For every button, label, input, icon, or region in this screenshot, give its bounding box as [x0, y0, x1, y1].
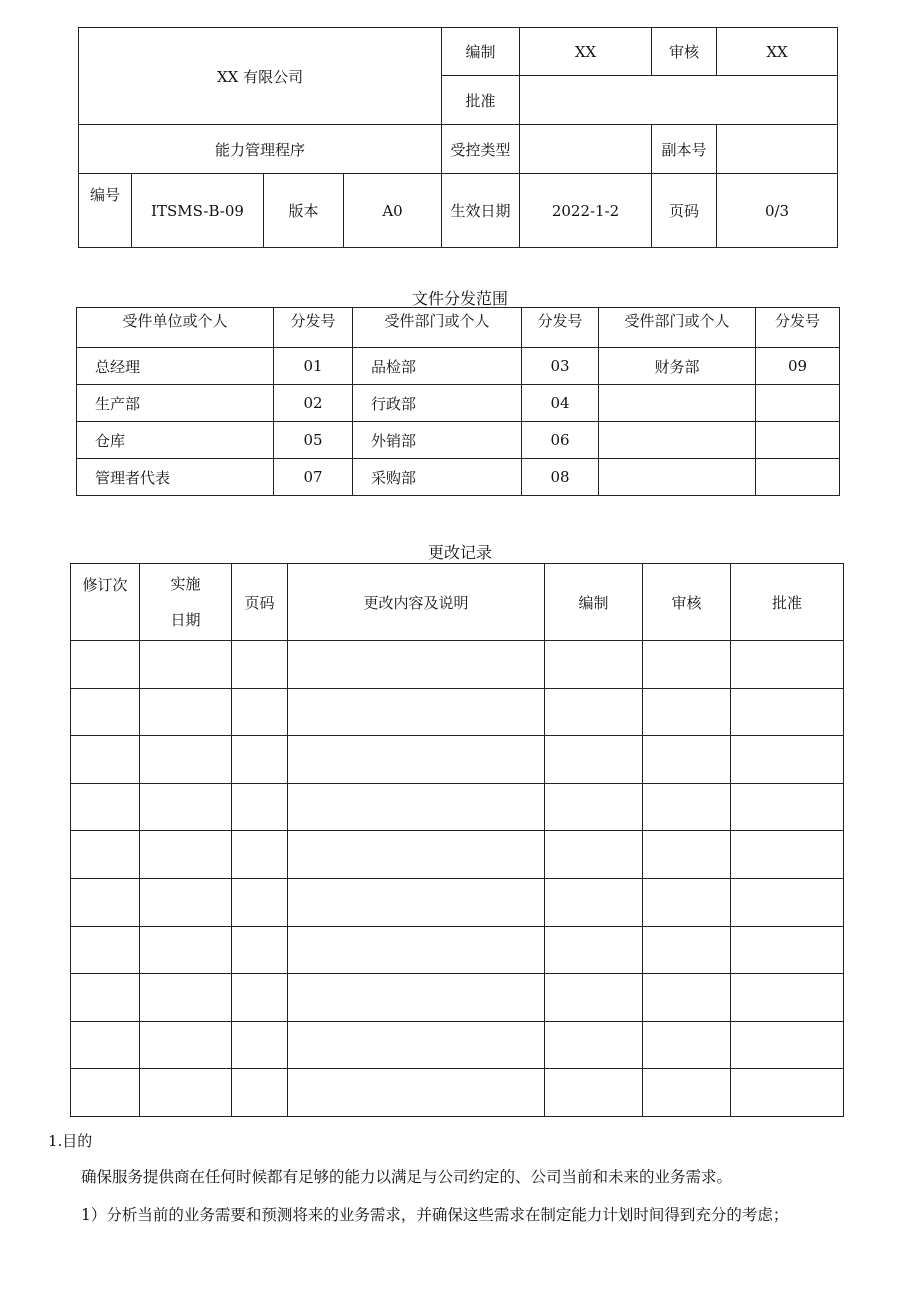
- document-header-table: [78, 27, 838, 248]
- impl-date-header-line1: 实施: [170, 575, 201, 593]
- revision-cell: [731, 736, 844, 784]
- revision-cell: [71, 1021, 140, 1069]
- approve-header: 批准: [731, 564, 844, 641]
- revision-cell: [731, 688, 844, 736]
- revision-cell: [288, 1021, 545, 1069]
- distribution-header-cell: 受件单位或个人: [77, 308, 274, 348]
- revision-cell: [643, 926, 731, 974]
- revision-cell: [232, 926, 288, 974]
- revision-cell: [140, 688, 232, 736]
- revision-cell: [232, 641, 288, 689]
- compile-header: 编制: [545, 564, 643, 641]
- revision-cell: [288, 974, 545, 1022]
- revision-cell: [71, 1069, 140, 1117]
- revision-cell: [643, 831, 731, 879]
- revision-cell: [643, 736, 731, 784]
- compile-value: XX: [520, 28, 652, 76]
- revision-cell: [731, 878, 844, 926]
- revision-cell: [731, 641, 844, 689]
- dist-no-cell: 07: [274, 459, 353, 496]
- doc-title: 能力管理程序: [79, 125, 442, 174]
- table-row: [71, 878, 844, 926]
- revision-cell: [71, 736, 140, 784]
- revision-cell: [288, 736, 545, 784]
- table-row: [71, 926, 844, 974]
- revision-cell: [643, 783, 731, 831]
- revision-body: [71, 641, 844, 1117]
- copy-no-value: [717, 125, 838, 174]
- recipient-cell: 采购部: [353, 459, 522, 496]
- revision-cell: [731, 974, 844, 1022]
- table-row: [71, 783, 844, 831]
- dist-no-cell: 06: [522, 422, 599, 459]
- revision-title: 更改记录: [427, 543, 492, 562]
- table-row: [71, 1021, 844, 1069]
- revision-cell: [643, 688, 731, 736]
- revision-cell: [140, 641, 232, 689]
- recipient-cell: 总经理: [77, 348, 274, 385]
- revision-cell: [71, 783, 140, 831]
- revision-cell: [643, 1021, 731, 1069]
- review-header: 审核: [643, 564, 731, 641]
- impl-date-header: [140, 564, 232, 641]
- recipient-cell: 品检部: [353, 348, 522, 385]
- revision-cell: [545, 688, 643, 736]
- paragraph: 1）分析当前的业务需要和预测将来的业务需求，并确保这些需求在制定能力计划时间得到充分的考虑；: [81, 1206, 789, 1224]
- dist-no-cell: [756, 385, 840, 422]
- revision-cell: [731, 1069, 844, 1117]
- revision-cell: [545, 926, 643, 974]
- revision-cell: [731, 783, 844, 831]
- revision-cell: [288, 783, 545, 831]
- number-value: ITSMS-B-09: [132, 174, 264, 248]
- distribution-title: 文件分发范围: [411, 289, 508, 308]
- revision-cell: [288, 688, 545, 736]
- revision-cell: [232, 974, 288, 1022]
- dist-no-cell: 03: [522, 348, 599, 385]
- review-value: XX: [717, 28, 838, 76]
- section-title: 1.目的: [48, 1132, 93, 1150]
- table-row: [77, 348, 840, 385]
- dist-no-cell: 09: [756, 348, 840, 385]
- number-label: 编号: [79, 174, 132, 248]
- recipient-cell: 管理者代表: [77, 459, 274, 496]
- revision-cell: [545, 974, 643, 1022]
- revision-cell: [71, 641, 140, 689]
- revision-cell: [643, 974, 731, 1022]
- dist-no-cell: [756, 422, 840, 459]
- revision-table: [70, 563, 844, 1117]
- revision-cell: [643, 1069, 731, 1117]
- revision-cell: [232, 783, 288, 831]
- revision-cell: [232, 878, 288, 926]
- revision-cell: [232, 1069, 288, 1117]
- revision-cell: [288, 926, 545, 974]
- revision-cell: [140, 1069, 232, 1117]
- revision-cell: [71, 926, 140, 974]
- table-row: [77, 385, 840, 422]
- revision-cell: [288, 1069, 545, 1117]
- revision-cell: [288, 831, 545, 879]
- page-label: 页码: [652, 174, 717, 248]
- recipient-cell: 财务部: [599, 348, 756, 385]
- revision-cell: [545, 1021, 643, 1069]
- distribution-header-cell: 分发号: [522, 308, 599, 348]
- revision-cell: [545, 878, 643, 926]
- revision-cell: [545, 783, 643, 831]
- distribution-header-cell: 分发号: [756, 308, 840, 348]
- distribution-header-row: [77, 308, 840, 348]
- page-header: 页码: [232, 564, 288, 641]
- revision-cell: [731, 831, 844, 879]
- revision-cell: [71, 974, 140, 1022]
- distribution-header-cell: 受件部门或个人: [353, 308, 522, 348]
- revision-cell: [140, 878, 232, 926]
- company-name: XX 有限公司: [79, 28, 442, 125]
- recipient-cell: [599, 422, 756, 459]
- table-row: [71, 831, 844, 879]
- revision-cell: [731, 1021, 844, 1069]
- copy-no-label: 副本号: [652, 125, 717, 174]
- effective-date-label: 生效日期: [442, 174, 520, 248]
- distribution-header-cell: 受件部门或个人: [599, 308, 756, 348]
- dist-no-cell: 04: [522, 385, 599, 422]
- distribution-header-cell: 分发号: [274, 308, 353, 348]
- recipient-cell: [599, 385, 756, 422]
- table-row: [71, 688, 844, 736]
- approve-label: 批准: [442, 76, 520, 125]
- revision-cell: [731, 926, 844, 974]
- recipient-cell: 外销部: [353, 422, 522, 459]
- revision-cell: [643, 878, 731, 926]
- page-value: 0/3: [717, 174, 838, 248]
- revision-cell: [71, 831, 140, 879]
- dist-no-cell: 01: [274, 348, 353, 385]
- table-row: [71, 1069, 844, 1117]
- table-row: [71, 974, 844, 1022]
- revision-cell: [545, 736, 643, 784]
- revision-cell: [232, 831, 288, 879]
- content-header: 更改内容及说明: [288, 564, 545, 641]
- revision-cell: [140, 1021, 232, 1069]
- recipient-cell: 仓库: [77, 422, 274, 459]
- recipient-cell: 行政部: [353, 385, 522, 422]
- control-type-value: [520, 125, 652, 174]
- revision-cell: [288, 878, 545, 926]
- revision-cell: [140, 783, 232, 831]
- revision-cell: [288, 641, 545, 689]
- approve-value: [520, 76, 838, 125]
- revision-cell: [71, 878, 140, 926]
- dist-no-cell: [756, 459, 840, 496]
- revision-cell: [71, 688, 140, 736]
- dist-no-cell: 02: [274, 385, 353, 422]
- revision-cell: [232, 736, 288, 784]
- table-row: [77, 459, 840, 496]
- distribution-table: [76, 307, 840, 496]
- revision-cell: [140, 736, 232, 784]
- table-row: [77, 422, 840, 459]
- control-type-label: 受控类型: [442, 125, 520, 174]
- revision-cell: [232, 1021, 288, 1069]
- effective-date-value: 2022-1-2: [520, 174, 652, 248]
- rev-no-header: 修订次: [71, 564, 140, 641]
- version-label: 版本: [264, 174, 344, 248]
- revision-cell: [545, 831, 643, 879]
- table-row: [71, 641, 844, 689]
- version-value: A0: [344, 174, 442, 248]
- table-row: [71, 736, 844, 784]
- impl-date-header-line2: 日期: [170, 611, 201, 629]
- review-label: 审核: [652, 28, 717, 76]
- revision-cell: [140, 831, 232, 879]
- revision-cell: [643, 641, 731, 689]
- dist-no-cell: 08: [522, 459, 599, 496]
- revision-cell: [232, 688, 288, 736]
- paragraph: 确保服务提供商在任何时候都有足够的能力以满足与公司约定的、公司当前和未来的业务需求。: [81, 1168, 733, 1186]
- revision-header-row: [71, 564, 844, 641]
- recipient-cell: [599, 459, 756, 496]
- revision-cell: [545, 1069, 643, 1117]
- compile-label: 编制: [442, 28, 520, 76]
- revision-cell: [140, 926, 232, 974]
- revision-cell: [140, 974, 232, 1022]
- dist-no-cell: 05: [274, 422, 353, 459]
- recipient-cell: 生产部: [77, 385, 274, 422]
- revision-cell: [545, 641, 643, 689]
